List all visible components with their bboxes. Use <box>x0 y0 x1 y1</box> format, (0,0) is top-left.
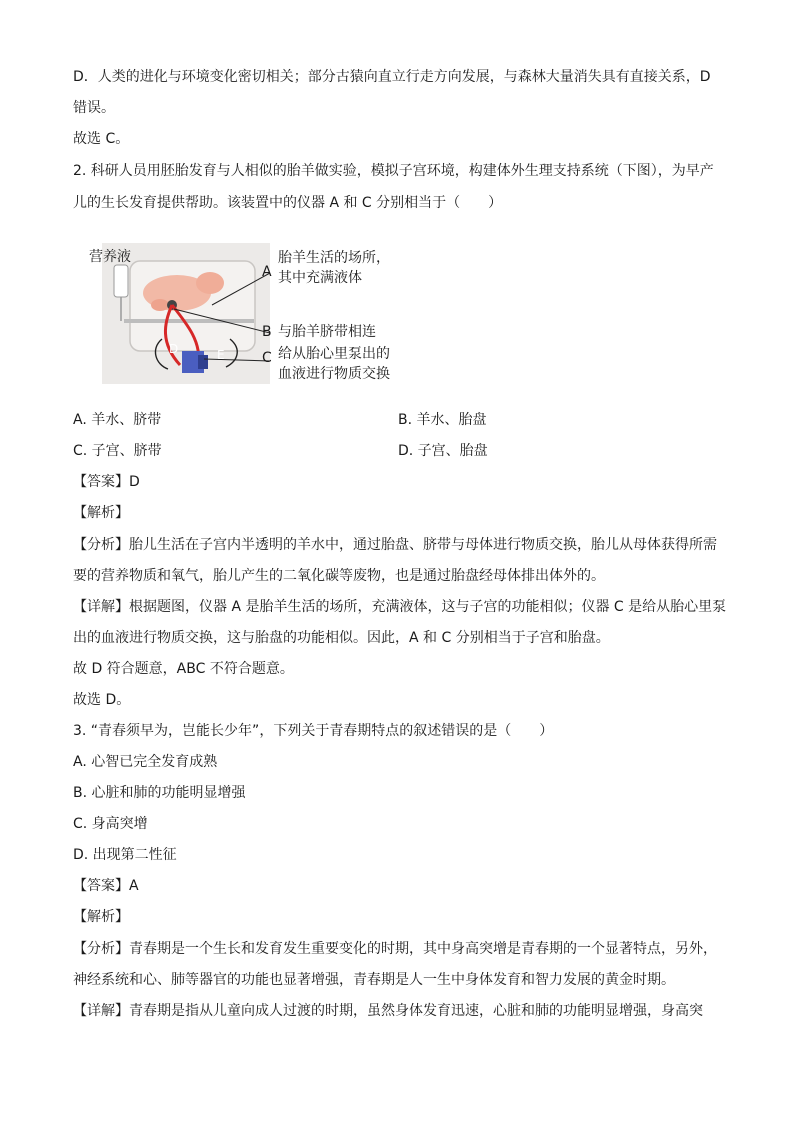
q2-analysis-heading: 【解析】 <box>73 505 129 521</box>
q2-detail-2: 出的血液进行物质交换，这与胎盘的功能相似。因此，A 和 C 分别相当于子宫和胎盘。 <box>73 630 610 646</box>
label-e: E <box>217 348 225 362</box>
q2-analysis-2: 要的营养物质和氧气，胎儿产生的二氧化碳等废物，也是通过胎盘经母体排出体外的。 <box>73 568 605 584</box>
label-c-desc-1: 给从胎心里泵出的 <box>278 346 390 362</box>
q3-option-c: C. 身高突增 <box>73 816 148 832</box>
q2-option-b: B. 羊水、胎盘 <box>398 412 487 428</box>
label-d: D <box>169 342 179 356</box>
q3-answer: 【答案】A <box>73 878 139 894</box>
q2-conclusion-1: 故 D 符合题意，ABC 不符合题意。 <box>73 661 294 677</box>
q2-option-d: D. 子宫、胎盘 <box>398 443 488 459</box>
q3-analysis-heading: 【解析】 <box>73 909 129 925</box>
q3-option-d: D. 出现第二性征 <box>73 847 177 863</box>
q3-detail-1: 【详解】青春期是指从儿童向成人过渡的时期，虽然身体发育迅速，心脏和肺的功能明显增强，身高突 <box>73 1003 703 1019</box>
label-a-desc-1: 胎羊生活的场所， <box>278 250 390 266</box>
prev-conclusion: 故选 C。 <box>73 131 130 147</box>
prev-option-d-cont: 错误。 <box>73 100 115 116</box>
label-c-desc-2: 血液进行物质交换 <box>278 366 390 382</box>
label-b: B <box>262 324 272 340</box>
q3-analysis-2: 神经系统和心、肺等器官的功能也显著增强，青春期是人一生中身体发育和智力发展的黄金时期。 <box>73 972 675 988</box>
prev-option-d: D．人类的进化与环境变化密切相关；部分古猿向直立行走方向发展，与森林大量消失具有直接关系，D <box>73 69 711 85</box>
q2-detail-1: 【详解】根据题图，仪器 A 是胎羊生活的场所，充满液体，这与子宫的功能相似；仪器 C 是给从胎心里泵 <box>73 599 727 615</box>
q3-analysis-1: 【分析】青春期是一个生长和发育发生重要变化的时期，其中身高突增是青春期的一个显著特点，另外， <box>73 941 717 957</box>
q3-option-b: B. 心脏和肺的功能明显增强 <box>73 785 246 801</box>
label-a: A <box>262 264 272 280</box>
q2-option-a: A. 羊水、脐带 <box>73 412 162 428</box>
q3-stem: 3. “青春须早为，岂能长少年”，下列关于青春期特点的叙述错误的是（ ） <box>73 723 554 739</box>
q2-conclusion-2: 故选 D。 <box>73 692 131 708</box>
label-c: C <box>262 350 272 366</box>
q2-answer: 【答案】D <box>73 474 140 490</box>
label-b-desc: 与胎羊脐带相连 <box>278 324 376 340</box>
artificial-womb-figure <box>88 240 418 390</box>
q2-stem: 2. 科研人员用胚胎发育与人相似的胎羊做实验，模拟子宫环境，构建体外生理支持系统（下图），为早产 <box>73 163 714 179</box>
q2-stem-cont: 儿的生长发育提供帮助。该装置中的仪器 A 和 C 分别相当于（ ） <box>73 195 503 211</box>
q2-option-c: C. 子宫、脐带 <box>73 443 162 459</box>
q2-analysis-1: 【分析】胎儿生活在子宫内半透明的羊水中，通过胎盘、脐带与母体进行物质交换，胎儿从母体获得所需 <box>73 537 717 553</box>
label-a-desc-2: 其中充满液体 <box>278 270 362 286</box>
nutrient-label: 营养液 <box>89 249 131 265</box>
q3-option-a: A. 心智已完全发育成熟 <box>73 754 218 770</box>
